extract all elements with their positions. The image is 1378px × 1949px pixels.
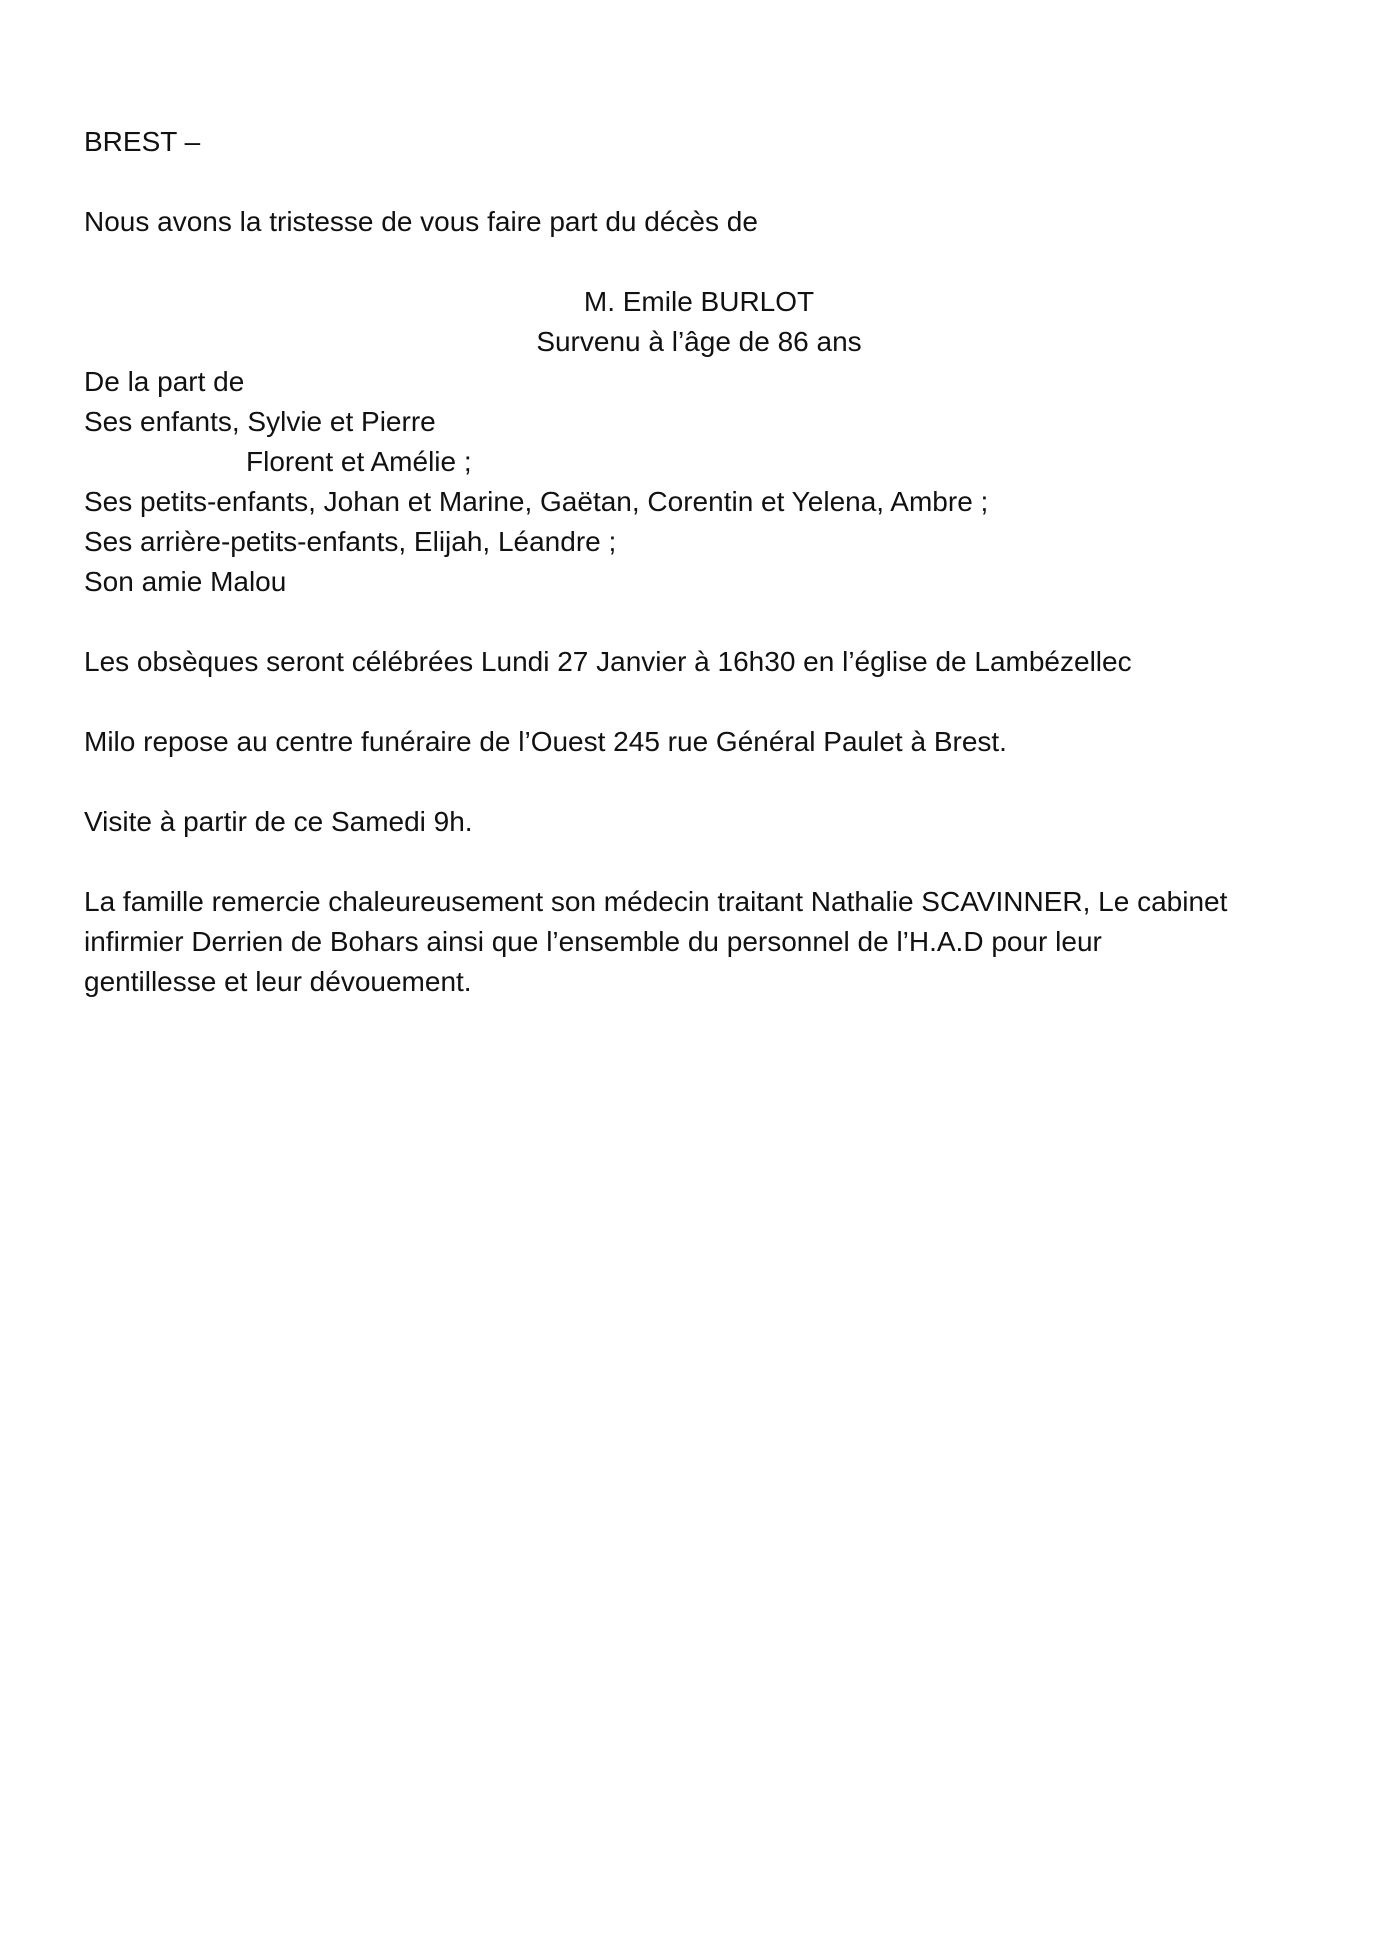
- visit-info: Visite à partir de ce Samedi 9h.: [84, 806, 473, 837]
- age-line: Survenu à l’âge de 86 ans: [536, 326, 862, 357]
- spacer: [84, 842, 1314, 882]
- family-line-grandchildren: Ses petits-enfants, Johan et Marine, Gaëtan, Corentin et Yelena, Ambre ;: [84, 486, 989, 517]
- family-line-great-grandchildren: Ses arrière-petits-enfants, Elijah, Léandre ;: [84, 526, 617, 557]
- from-label: De la part de: [84, 366, 245, 397]
- thanks-line: gentillesse et leur dévouement.: [84, 966, 472, 997]
- obituary-notice: [84, 122, 1314, 1002]
- spacer: [84, 762, 1314, 802]
- spacer: [84, 602, 1314, 642]
- resting-place: Milo repose au centre funéraire de l’Ouest 245 rue Général Paulet à Brest.: [84, 726, 1007, 757]
- thanks-line: La famille remercie chaleureusement son médecin traitant Nathalie SCAVINNER, Le cabinet: [84, 886, 1228, 917]
- spacer: [84, 162, 1314, 202]
- spacer: [84, 682, 1314, 722]
- family-line-friend: Son amie Malou: [84, 566, 287, 597]
- thanks-line: infirmier Derrien de Bohars ainsi que l’ensemble du personnel de l’H.A.D pour leur: [84, 926, 1102, 957]
- family-line-children: Ses enfants, Sylvie et Pierre: [84, 406, 436, 437]
- location-heading: BREST –: [84, 126, 201, 157]
- intro-text: Nous avons la tristesse de vous faire part du décès de: [84, 206, 758, 237]
- spacer: [84, 242, 1314, 282]
- deceased-name: M. Emile BURLOT: [583, 286, 815, 317]
- funeral-info: Les obsèques seront célébrées Lundi 27 Janvier à 16h30 en l’église de Lambézellec: [84, 646, 1132, 677]
- family-line-children-cont: Florent et Amélie ;: [246, 446, 472, 477]
